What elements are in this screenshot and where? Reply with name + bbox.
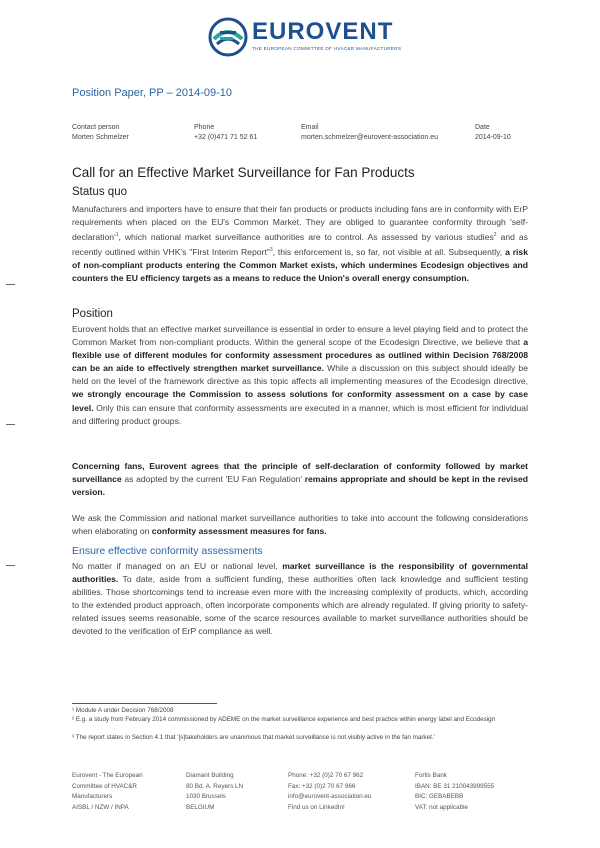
phone-label: Phone bbox=[194, 124, 215, 131]
footnote-3: ³ The report states in Section 4.1 that '[s]takeholders are unanimous that market surveillance is not visibly active in the fan market.' bbox=[72, 734, 435, 741]
text-span: To date, aside from a sufficient funding, these authorities often lack knowledge and sufficient testing abilities. Those shortcomings tend to increase even more with the increasing complexity of products, which, according to the extended product approach, often incorporate components which are already regulated. If giving priority to safety-related issues seems reasonable, some of the scarce resources available to market surveillance authorities should be devoted to the verification of ErP compliance as well. bbox=[72, 574, 528, 637]
footer-line: Fax: +32 (0)2 70 67 966 bbox=[288, 782, 356, 790]
date-label: Date bbox=[475, 124, 490, 131]
email-value[interactable]: morten.schmelzer@eurovent-association.eu bbox=[301, 134, 439, 141]
contact-label: Contact person bbox=[72, 124, 120, 131]
text-span: We ask the Commission and national market surveillance authorities to take into account the following considerations when elaborating on bbox=[72, 513, 528, 537]
margin-mark bbox=[6, 424, 15, 425]
footer-address bbox=[186, 771, 243, 813]
footer-line: BIC: GEBABEBB bbox=[415, 793, 464, 800]
email-block bbox=[301, 123, 438, 143]
document-title: Call for an Effective Market Surveillance for Fan Products bbox=[72, 165, 415, 180]
document-type: Position Paper, PP – 2014-09-10 bbox=[72, 87, 233, 99]
section-heading-status-quo: Status quo bbox=[72, 186, 127, 198]
footer-line: Eurovent - The European bbox=[72, 772, 143, 779]
footnote-ref: 2 bbox=[493, 232, 497, 239]
bold-span: market surveillance is the responsibility of governmental authorities. bbox=[72, 561, 528, 585]
footnote-ref: 1 bbox=[115, 232, 119, 239]
footer-line: 1030 Brussels bbox=[186, 793, 226, 800]
text-span: No matter if managed on an EU or national level, bbox=[72, 561, 283, 571]
footnote-2: ² E.g. a study from February 2014 commissioned by ADEME on the market surveillance experience and best practice within energy label and Ecodesign bbox=[72, 716, 496, 723]
text-span: Only this can ensure that conformity assessments are executed in a manner, which is most efficient for individual and differing product groups. bbox=[72, 402, 528, 426]
footer-bank bbox=[415, 771, 494, 813]
text-span: , this enforcement is, so far, not visible at all. Subsequently, bbox=[272, 247, 506, 257]
text-span: Manufacturers and importers have to ensure that their fan products or products including fans are in conformity with ErP requirements when placed on the EU's Common Market. They are obliged to guarantee conformity through 'self-declaration' bbox=[72, 204, 528, 243]
footer-line: Phone: +32 (0)2 70 67 962 bbox=[288, 772, 364, 779]
bold-span: conformity assessment measures for fans. bbox=[151, 526, 327, 537]
email-label: Email bbox=[301, 124, 319, 131]
footer-line: BELGIUM bbox=[186, 803, 215, 811]
footer-line: Diamant Building bbox=[186, 772, 234, 779]
phone-block bbox=[194, 123, 257, 143]
bold-span: Concerning fans, Eurovent agrees that the principle of self-declaration of conformity followed by market surveillance bbox=[72, 461, 528, 485]
footnote-1: ¹ Module A under Decision 768/2008 bbox=[72, 707, 174, 714]
phone-value: +32 (0)471 71 52 61 bbox=[194, 134, 258, 141]
bold-span: a flexible use of different modules for conformity assessment procedures as outlined within Decision 768/2008 can be an aide to effectively strengthen market surveillance. bbox=[72, 337, 528, 374]
footer-linkedin-link[interactable]: Find us on LinkedIn! bbox=[288, 803, 345, 811]
bold-span: a risk of non-compliant products entering the Common Market exists, which undermines Ecodesign objectives and counters the EU efficiency targets as a means to reduce the Union's overall energy consumption. bbox=[72, 247, 528, 284]
logo-name: EUROVENT bbox=[252, 18, 394, 45]
margin-mark bbox=[6, 284, 15, 285]
footer-line: 80 Bd. A. Reyers LN bbox=[186, 782, 244, 790]
date-value: 2014-09-10 bbox=[475, 134, 511, 141]
position-paragraph-1 bbox=[72, 323, 528, 428]
bold-span: remains appropriate and should be kept in the revised version. bbox=[72, 474, 528, 498]
footer-line: Fortis Bank bbox=[415, 772, 447, 779]
ensure-paragraph bbox=[72, 560, 528, 639]
bold-span: we strongly encourage the Commission to assess solutions for conformity assessment on a case by case level. bbox=[72, 389, 528, 413]
contact-block bbox=[72, 123, 129, 143]
section-heading-ensure: Ensure effective conformity assessments bbox=[72, 545, 263, 557]
footer-email[interactable]: info@eurovent-association.eu bbox=[288, 793, 372, 800]
logo-tagline: THE EUROPEAN COMMITTEE OF HVAC&R MANUFACTURERS bbox=[252, 46, 402, 51]
footnote-divider bbox=[72, 703, 217, 704]
position-paragraph-3 bbox=[72, 512, 528, 538]
eurovent-emblem-icon bbox=[208, 17, 248, 57]
status-quo-paragraph bbox=[72, 203, 528, 285]
eurovent-logo bbox=[208, 17, 402, 57]
text-span: , which national market surveillance authorities are to control. As assessed by various studies bbox=[118, 232, 494, 243]
text-span: Eurovent holds that an effective market surveillance is essential in order to ensure a level playing field and to protect the Common Market from non-compliant products. Within the general scope of the Ecodesign Directive, we believe that bbox=[72, 324, 528, 348]
text-span: While a discussion on this subject should ideally be held on the level of the framework directive as this topic affects all implementing measures of the Ecodesign directive, bbox=[72, 363, 528, 387]
footer-contact bbox=[288, 771, 371, 813]
footer-line: AISBL / NZW / INPA bbox=[72, 803, 129, 811]
text-span: and as recently outlined within VHK's "First Interim Report" bbox=[72, 232, 528, 257]
date-block bbox=[475, 123, 511, 143]
contact-value: Morten Schmelzer bbox=[72, 134, 129, 141]
footer-organization bbox=[72, 771, 143, 813]
footer-line: Manufacturers bbox=[72, 793, 113, 800]
position-paragraph-2 bbox=[72, 460, 528, 499]
footnote-ref: 3 bbox=[269, 247, 273, 254]
text-span: as adopted by the current 'EU Fan Regulation' bbox=[121, 474, 305, 485]
footer-line: IBAN: BE 31 210043999555 bbox=[415, 782, 495, 790]
footer-line: VAT: not applicable bbox=[415, 803, 468, 811]
margin-mark bbox=[6, 565, 15, 566]
section-heading-position: Position bbox=[72, 308, 113, 320]
footer-line: Committee of HVAC&R bbox=[72, 782, 137, 790]
